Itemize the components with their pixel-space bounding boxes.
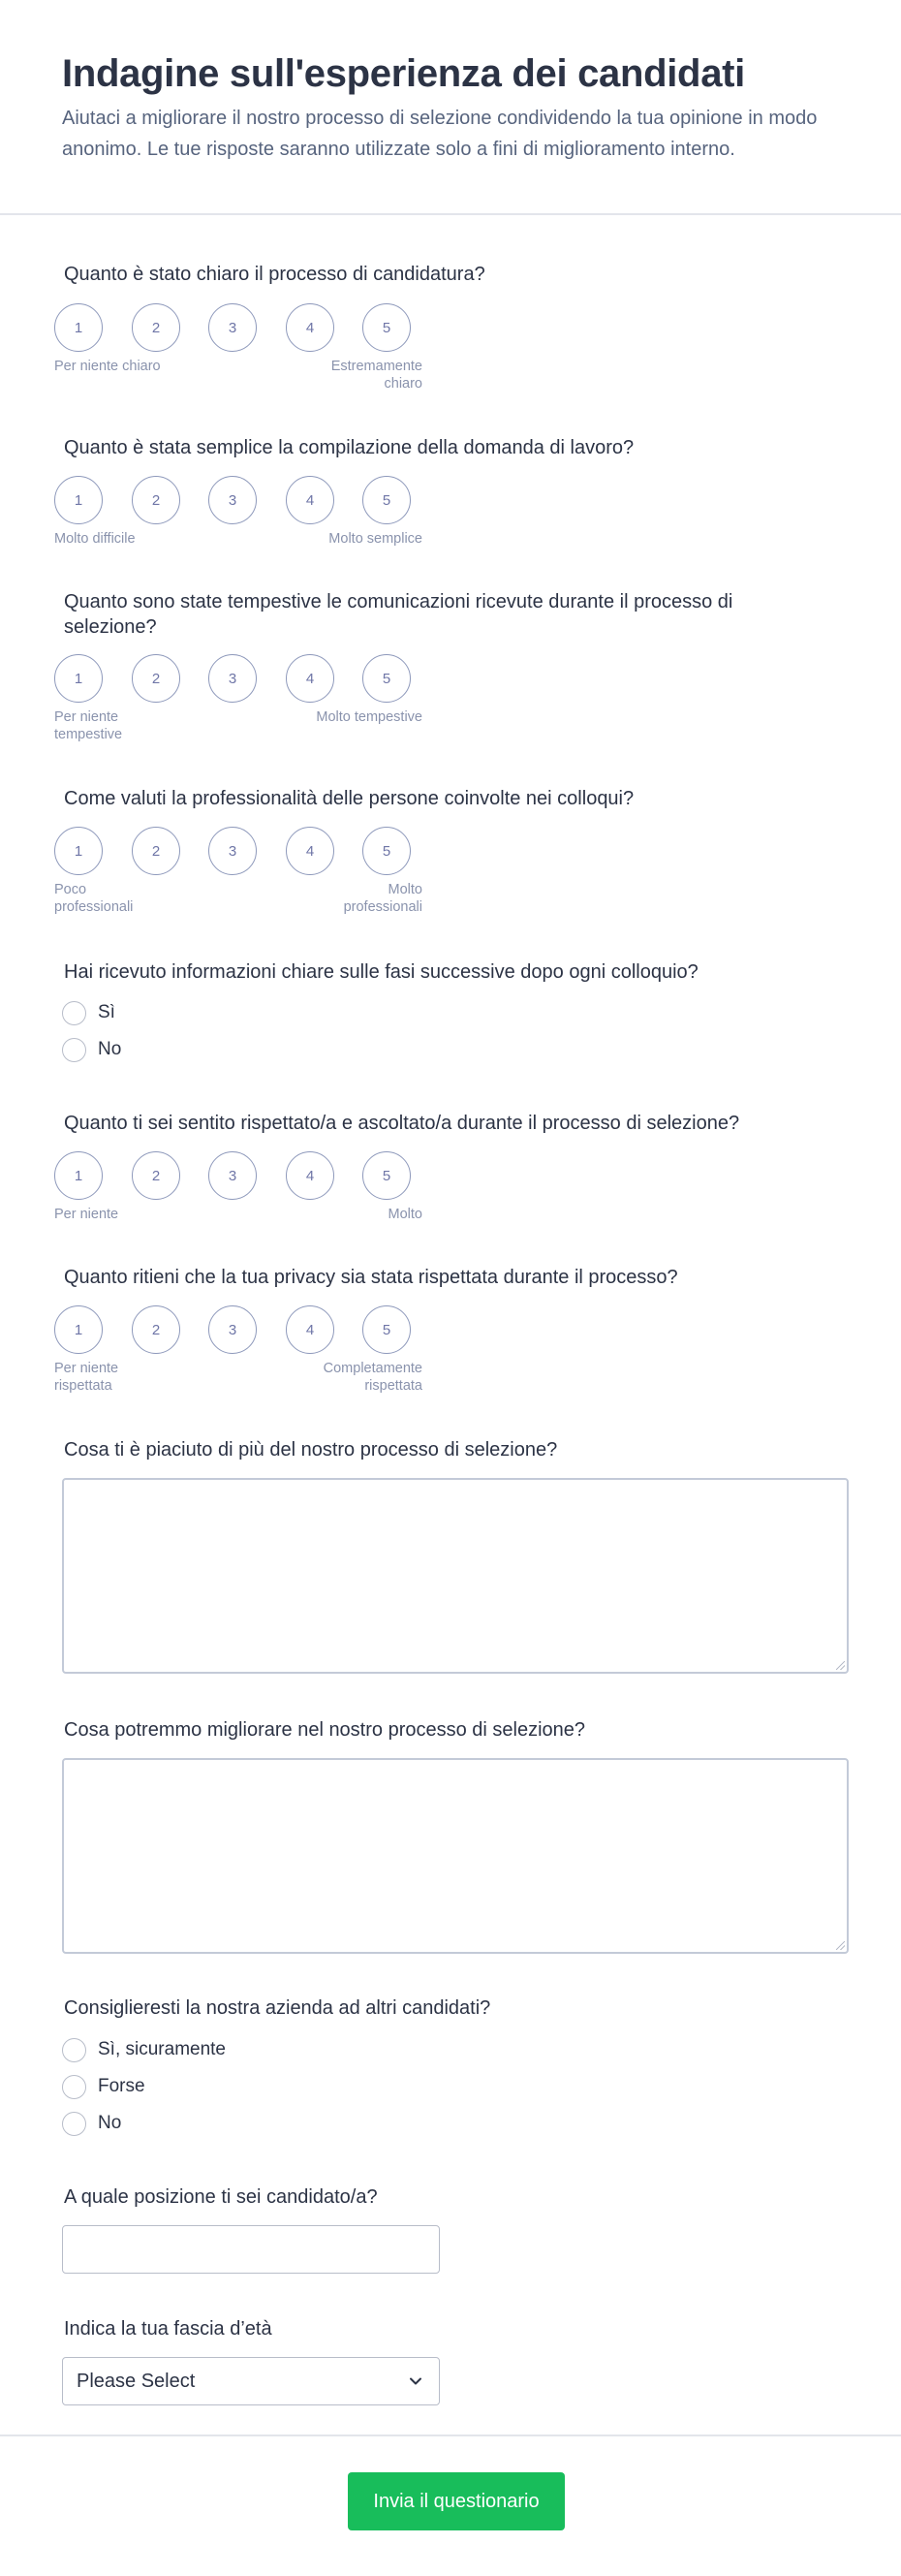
question-label: Quanto è stato chiaro il processo di candidatura?: [64, 264, 485, 285]
question-label: Quanto ti sei sentito rispettato/a e ascoltato/a durante il processo di selezione?: [64, 1113, 740, 1134]
scale-option[interactable]: 4: [286, 827, 334, 875]
question-label: Consiglieresti la nostra azienda ad altri candidati?: [64, 1997, 491, 2019]
scale-min-label: Per niente chiaro: [54, 359, 161, 374]
radio-circle[interactable]: [62, 1001, 86, 1025]
scale-option[interactable]: 4: [286, 1305, 334, 1354]
scale-option[interactable]: 3: [208, 1151, 257, 1200]
scale-rating-clarity: [54, 303, 422, 396]
radio-option[interactable]: [62, 2073, 145, 2100]
scale-option[interactable]: 5: [362, 1305, 411, 1354]
scale-rating-professionalism: [54, 827, 422, 920]
scale-max-label: Completamente rispettata: [323, 1361, 422, 1394]
question-label: A quale posizione ti sei candidato/a?: [64, 2186, 378, 2208]
radio-circle[interactable]: [62, 2112, 86, 2136]
scale-option[interactable]: 2: [132, 1151, 180, 1200]
radio-option[interactable]: [62, 999, 115, 1026]
form-header: [0, 0, 901, 215]
question-label: Quanto ritieni che la tua privacy sia stata rispettata durante il processo?: [64, 1267, 678, 1288]
scale-max-label: Molto: [388, 1207, 422, 1222]
scale-rating-respect: [54, 1151, 422, 1244]
scale-option[interactable]: 2: [132, 654, 180, 703]
submit-button[interactable]: Invia il questionario: [348, 2472, 565, 2530]
scale-option[interactable]: 4: [286, 1151, 334, 1200]
form-subtitle: Aiutaci a migliorare il nostro processo di selezione condividendo la tua opinione in modo anonimo. Le tue risposte saranno utilizzate solo a fini di miglioramento interno.: [62, 108, 818, 160]
question-label: Come valuti la professionalità delle persone coinvolte nei colloqui?: [64, 788, 635, 809]
resize-handle-icon[interactable]: [836, 1941, 845, 1950]
radio-label: Forse: [98, 2076, 145, 2096]
scale-min-label: Per niente rispettata: [54, 1361, 119, 1394]
scale-option[interactable]: 5: [362, 1151, 411, 1200]
radio-label: Sì, sicuramente: [98, 2039, 226, 2059]
radio-circle[interactable]: [62, 1038, 86, 1062]
scale-option[interactable]: 1: [54, 1151, 103, 1200]
scale-max-label: Molto tempestive: [316, 709, 422, 725]
scale-option[interactable]: 1: [54, 303, 103, 352]
improve-textarea[interactable]: [62, 1758, 849, 1954]
resize-handle-icon[interactable]: [836, 1661, 845, 1670]
scale-option[interactable]: 1: [54, 654, 103, 703]
select-value: Please Select: [77, 2370, 196, 2392]
scale-option[interactable]: 3: [208, 654, 257, 703]
scale-max-label: Estremamente chiaro: [330, 359, 422, 392]
scale-option[interactable]: 3: [208, 303, 257, 352]
scale-option[interactable]: 2: [132, 303, 180, 352]
question-label: Quanto è stata semplice la compilazione della domanda di lavoro?: [64, 437, 635, 458]
radio-label: No: [98, 2113, 122, 2133]
scale-max-label: Molto professionali: [343, 882, 422, 915]
question-label: Cosa potremmo migliorare nel nostro processo di selezione?: [64, 1719, 586, 1741]
scale-option[interactable]: 5: [362, 476, 411, 524]
scale-option[interactable]: 3: [208, 827, 257, 875]
scale-option[interactable]: 4: [286, 303, 334, 352]
chevron-down-icon: [406, 2372, 425, 2391]
scale-option[interactable]: 5: [362, 654, 411, 703]
scale-min-label: Per niente: [54, 1207, 119, 1222]
radio-label: Sì: [98, 1002, 115, 1022]
scale-max-label: Molto semplice: [328, 531, 422, 547]
scale-min-label: Per niente tempestive: [54, 709, 123, 742]
scale-option[interactable]: 2: [132, 476, 180, 524]
scale-min-label: Molto difficile: [54, 531, 136, 547]
scale-option[interactable]: 2: [132, 827, 180, 875]
question-label: Quanto sono state tempestive le comunicazioni ricevute durante il processo di selezione?: [64, 591, 733, 638]
question-label: Hai ricevuto informazioni chiare sulle fasi successive dopo ogni colloquio?: [64, 961, 699, 983]
age-range-select[interactable]: [62, 2357, 440, 2405]
scale-option[interactable]: 3: [208, 1305, 257, 1354]
scale-rating-communication: [54, 654, 422, 747]
radio-option[interactable]: [62, 2036, 226, 2063]
scale-rating-application: [54, 476, 422, 569]
question-label: Cosa ti è piaciuto di più del nostro processo di selezione?: [64, 1439, 558, 1461]
scale-option[interactable]: 5: [362, 827, 411, 875]
scale-option[interactable]: 3: [208, 476, 257, 524]
scale-option[interactable]: 4: [286, 654, 334, 703]
scale-option[interactable]: 1: [54, 1305, 103, 1354]
scale-option[interactable]: 4: [286, 476, 334, 524]
scale-min-label: Poco professionali: [54, 882, 134, 915]
footer-divider: [0, 2435, 901, 2436]
scale-option[interactable]: 1: [54, 827, 103, 875]
liked-most-textarea[interactable]: [62, 1478, 849, 1674]
scale-rating-privacy: [54, 1305, 422, 1398]
radio-circle[interactable]: [62, 2038, 86, 2062]
scale-option[interactable]: 1: [54, 476, 103, 524]
position-input[interactable]: [62, 2225, 440, 2274]
radio-circle[interactable]: [62, 2075, 86, 2099]
form-title: Indagine sull'esperienza dei candidati: [62, 52, 745, 95]
radio-option[interactable]: [62, 2110, 121, 2137]
scale-option[interactable]: 5: [362, 303, 411, 352]
radio-label: No: [98, 1039, 122, 1059]
question-label: Indica la tua fascia d’età: [64, 2318, 272, 2340]
radio-option[interactable]: [62, 1036, 121, 1063]
scale-option[interactable]: 2: [132, 1305, 180, 1354]
